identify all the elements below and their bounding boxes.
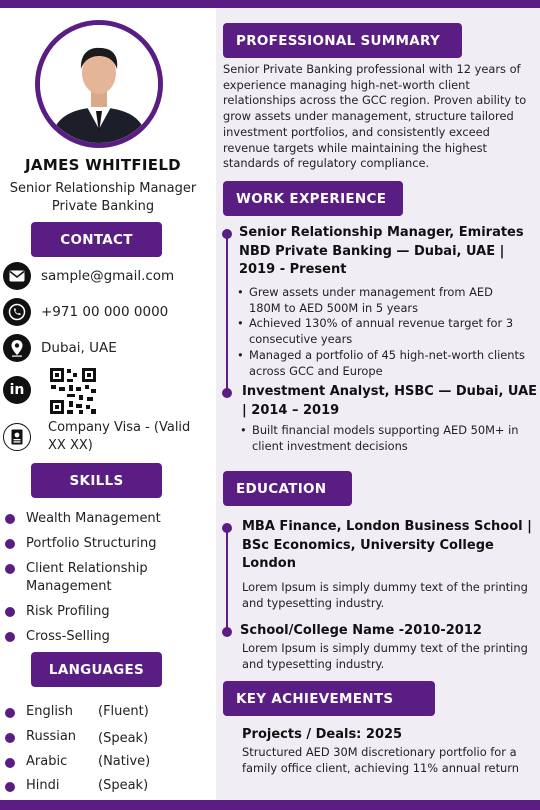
job-title: Investment Analyst, HSBC — Dubai, UAE | 2014 – 2019 bbox=[242, 384, 538, 418]
job-bullet: • Achieved 130% of annual revenue target for 3 consecutive years bbox=[237, 316, 527, 347]
contact-heading: CONTACT bbox=[31, 222, 162, 257]
experience-timeline bbox=[226, 234, 228, 394]
bullet-dot bbox=[5, 564, 15, 574]
language-name: Hindi bbox=[26, 778, 60, 793]
skills-list bbox=[4, 510, 204, 646]
timeline-dot bbox=[222, 388, 232, 398]
location-icon bbox=[3, 334, 31, 362]
bullet-dot bbox=[5, 514, 15, 524]
bullet-dot bbox=[5, 758, 15, 768]
language-level: (Fluent) bbox=[98, 704, 149, 719]
timeline-dot bbox=[222, 523, 232, 533]
candidate-role bbox=[0, 180, 206, 216]
profile-photo bbox=[35, 20, 163, 148]
bottom-accent-bar bbox=[0, 800, 540, 810]
language-level: (Native) bbox=[98, 754, 151, 769]
skill-label: Client Relationship Management bbox=[26, 561, 148, 594]
achievements-heading: KEY ACHIEVEMENTS bbox=[223, 681, 435, 716]
phone-icon bbox=[3, 298, 31, 326]
contact-linkedin-row bbox=[3, 376, 31, 404]
language-name: Arabic bbox=[26, 754, 68, 769]
candidate-name: JAMES WHITFIELD bbox=[25, 156, 181, 174]
top-accent-bar bbox=[0, 0, 540, 8]
skill-item bbox=[4, 535, 204, 553]
contact-phone[interactable]: +971 00 000 0000 bbox=[41, 304, 169, 320]
skill-item bbox=[4, 603, 204, 621]
language-level: (Speak) bbox=[98, 778, 149, 793]
visa-icon bbox=[3, 423, 31, 451]
language-level: (Speak) bbox=[98, 731, 149, 746]
skill-label: Risk Profiling bbox=[26, 604, 110, 619]
job-bullet: • Managed a portfolio of 45 high-net-worth clients across GCC and Europe bbox=[237, 348, 527, 379]
contact-visa: Company Visa - (Valid XX XX) bbox=[48, 420, 191, 453]
language-name: English bbox=[26, 704, 73, 719]
experience-heading: WORK EXPERIENCE bbox=[223, 181, 403, 216]
language-name: Russian bbox=[26, 729, 77, 744]
job-title: Senior Relationship Manager, Emirates NBD Private Banking — Dubai, UAE | 2019 - Present bbox=[239, 225, 524, 277]
timeline-dot bbox=[222, 627, 232, 637]
skill-item bbox=[4, 510, 204, 528]
education-text: Lorem Ipsum is simply dummy text of the printing and typesetting industry. bbox=[242, 641, 528, 671]
timeline-dot bbox=[222, 229, 232, 239]
skill-item bbox=[4, 560, 164, 596]
contact-email-row bbox=[3, 262, 174, 290]
skill-label: Wealth Management bbox=[26, 511, 161, 526]
contact-location: Dubai, UAE bbox=[41, 340, 117, 356]
bullet-dot bbox=[5, 708, 15, 718]
bullet-dot bbox=[5, 733, 15, 743]
achievement-text: Structured AED 30M discretionary portfolio for a family office client, achieving 11% annual return bbox=[242, 745, 519, 775]
languages-heading: LANGUAGES bbox=[31, 652, 162, 687]
education-timeline bbox=[226, 529, 228, 632]
contact-phone-row bbox=[3, 298, 168, 326]
education-title: School/College Name -2010-2012 bbox=[240, 623, 482, 638]
job-bullet: • Grew assets under management from AED 180M to AED 500M in 5 years bbox=[237, 285, 527, 316]
role-line: Senior Relationship Manager bbox=[9, 181, 197, 196]
linkedin-icon[interactable]: in bbox=[3, 376, 31, 404]
job-bullets bbox=[240, 423, 530, 454]
achievement-title: Projects / Deals: 2025 bbox=[242, 727, 403, 742]
summary-heading: PROFESSIONAL SUMMARY bbox=[223, 23, 462, 58]
education-title: MBA Finance, London Business School | BSc Economics, University College London bbox=[242, 519, 532, 571]
education-heading: EDUCATION bbox=[223, 471, 352, 506]
skill-label: Cross-Selling bbox=[26, 629, 110, 644]
bullet-dot bbox=[5, 539, 15, 549]
job-bullets bbox=[237, 285, 527, 379]
summary-text: Senior Private Banking professional with 12 years of experience managing high-net-worth client relationships across the GCC region. Proven ability to grow assets under management, structure tailored investment portfolios, and consistently exceed revenue targets while maintaining the highest standards of regulatory compliance. bbox=[223, 62, 527, 171]
bullet-dot bbox=[5, 632, 15, 642]
job-bullet: • Built financial models supporting AED 50M+ in client investment decisions bbox=[240, 423, 530, 454]
skill-item bbox=[4, 628, 204, 646]
education-text: Lorem Ipsum is simply dummy text of the printing and typesetting industry. bbox=[242, 580, 528, 610]
role-line: Private Banking bbox=[51, 199, 155, 214]
contact-location-row bbox=[3, 334, 117, 362]
bullet-dot bbox=[5, 782, 15, 792]
skills-heading: SKILLS bbox=[31, 463, 162, 498]
bullet-dot bbox=[5, 607, 15, 617]
skill-label: Portfolio Structuring bbox=[26, 536, 157, 551]
contact-email[interactable]: sample@gmail.com bbox=[41, 268, 175, 284]
qr-code bbox=[49, 367, 97, 415]
email-icon bbox=[3, 262, 31, 290]
